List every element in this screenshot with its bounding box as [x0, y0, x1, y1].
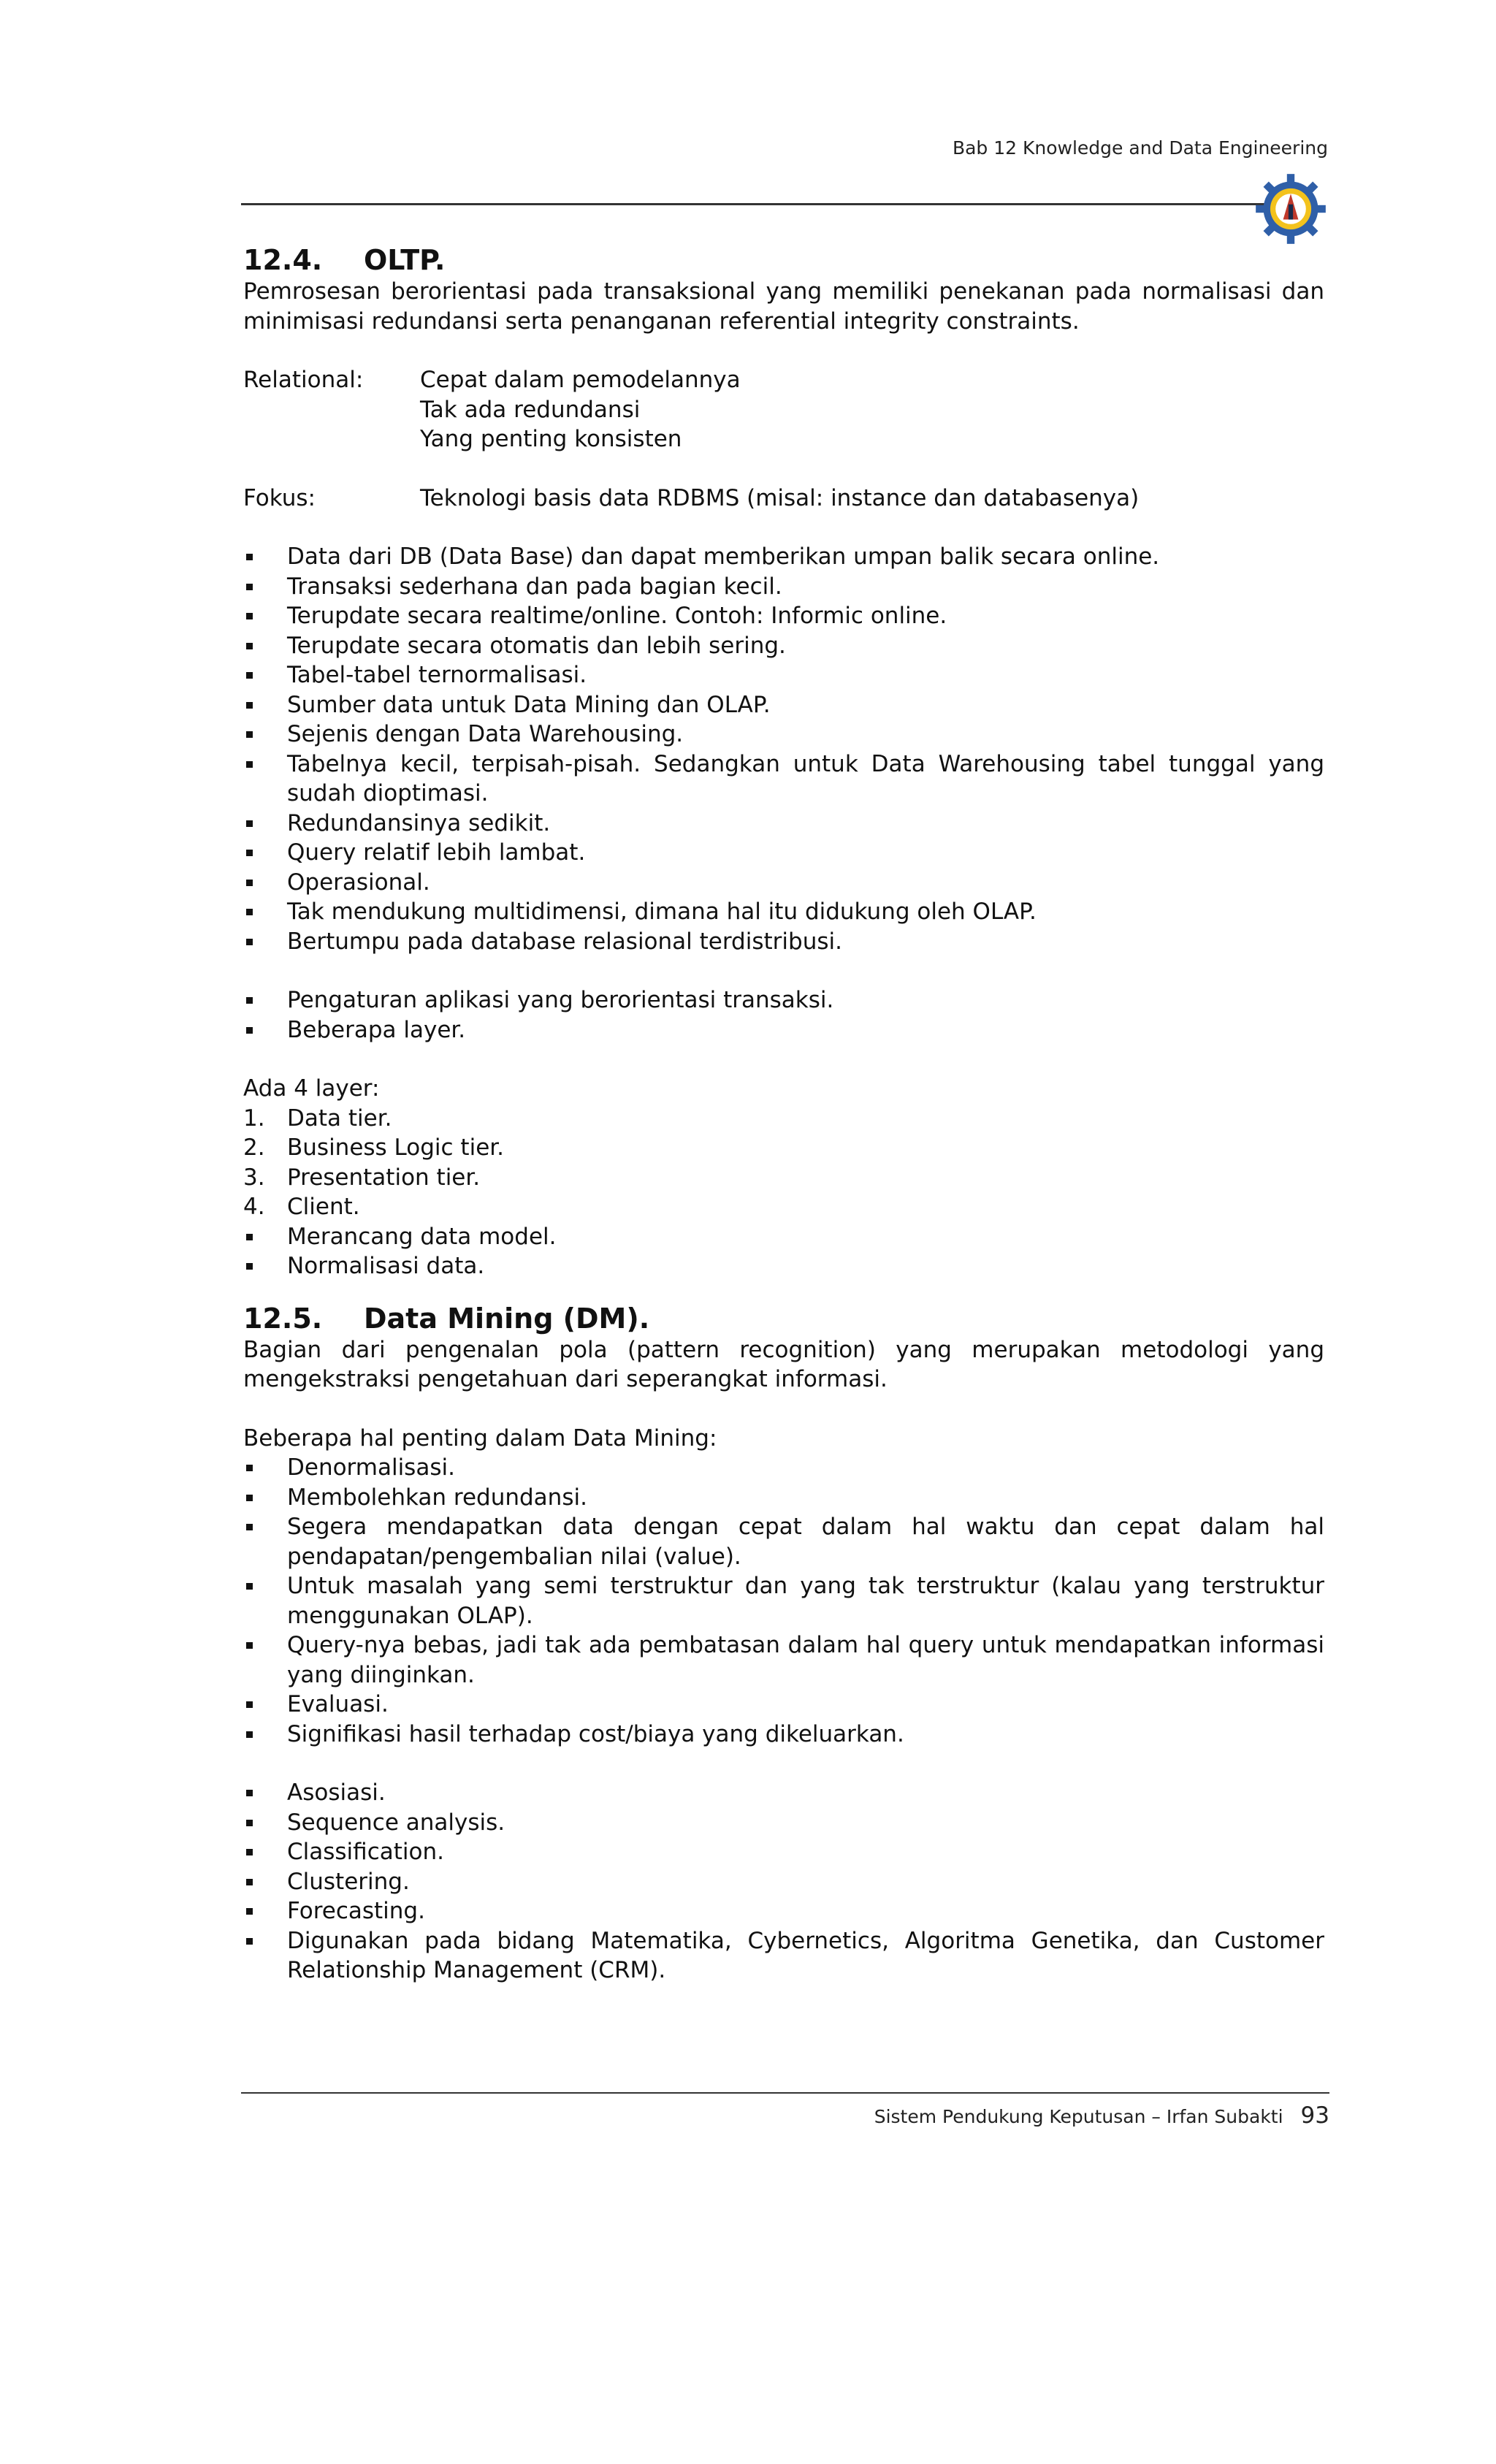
definition-relational [243, 365, 1324, 454]
oltp-design-list [243, 1222, 1324, 1281]
oltp-application-list [243, 985, 1324, 1045]
list-item: Asosiasi. [243, 1778, 1324, 1808]
dm-list-intro: Beberapa hal penting dalam Data Mining: [243, 1424, 717, 1452]
list-item: Segera mendapatkan data dengan cepat dalam hal waktu dan cepat dalam hal pendapatan/pengembalian nilai (value). [243, 1512, 1324, 1571]
list-item: Sejenis dengan Data Warehousing. [243, 720, 1324, 750]
list-item: Terupdate secara otomatis dan lebih sering. [243, 631, 1324, 661]
list-item: Sumber data untuk Data Mining dan OLAP. [243, 690, 1324, 720]
dm-techniques-list [243, 1778, 1324, 1986]
running-header: Bab 12 Knowledge and Data Engineering [952, 137, 1328, 159]
section-title: Data Mining (DM). [364, 1302, 650, 1335]
list-item: Tabelnya kecil, terpisah-pisah. Sedangkan untuk Data Warehousing tabel tunggal yang sudah dioptimasi. [243, 750, 1324, 809]
definition-term: Fokus: [243, 484, 316, 511]
list-item: Normalisasi data. [243, 1251, 1324, 1281]
section-title: OLTP. [364, 244, 446, 276]
list-item: Beberapa layer. [243, 1015, 1324, 1045]
definition-line: Cepat dalam pemodelannya [420, 367, 741, 393]
definition-fokus [243, 484, 1324, 514]
list-item: Query-nya bebas, jadi tak ada pembatasan dalam hal query untuk mendapatkan informasi yang diinginkan. [243, 1630, 1324, 1690]
footer-rule [241, 2092, 1329, 2094]
list-item: Signifikasi hasil terhadap cost/biaya yang dikeluarkan. [243, 1720, 1324, 1750]
section-number: 12.4. [243, 244, 323, 276]
definition-line: Yang penting konsisten [420, 426, 682, 452]
header-rule [241, 203, 1278, 205]
list-item: Tabel-tabel ternormalisasi. [243, 660, 1324, 690]
list-item: Bertumpu pada database relasional terdistribusi. [243, 927, 1324, 957]
list-item: Sequence analysis. [243, 1808, 1324, 1838]
section-heading-oltp [243, 243, 1324, 277]
list-item: Merancang data model. [243, 1222, 1324, 1252]
list-item: Classification. [243, 1837, 1324, 1867]
definition-values [420, 365, 741, 454]
oltp-characteristics-list [243, 542, 1324, 956]
list-item: Data dari DB (Data Base) dan dapat memberikan umpan balik secara online. [243, 542, 1324, 572]
definition-line: Tak ada redundansi [420, 396, 641, 423]
numbered-item: 2. Business Logic tier. [243, 1134, 505, 1161]
definition-value: Teknologi basis data RDBMS (misal: instance dan databasenya) [420, 484, 1140, 511]
layers-intro: Ada 4 layer: [243, 1075, 380, 1102]
section-heading-data-mining [243, 1302, 1324, 1335]
list-item: Operasional. [243, 868, 1324, 898]
section-number: 12.5. [243, 1302, 323, 1335]
definition-term: Relational: [243, 367, 364, 393]
list-item: Tak mendukung multidimensi, dimana hal itu didukung oleh OLAP. [243, 897, 1324, 927]
list-item: Pengaturan aplikasi yang berorientasi transaksi. [243, 985, 1324, 1015]
list-item: Query relatif lebih lambat. [243, 838, 1324, 868]
page-footer [874, 2102, 1329, 2129]
footer-text: Sistem Pendukung Keputusan – Irfan Subakti [874, 2106, 1283, 2127]
list-item: Forecasting. [243, 1896, 1324, 1926]
list-item: Clustering. [243, 1867, 1324, 1897]
numbered-item: 3. Presentation tier. [243, 1164, 481, 1191]
university-gear-logo-icon [1253, 171, 1329, 247]
dm-intro-paragraph: Bagian dari pengenalan pola (pattern recognition) yang merupakan metodologi yang mengekstraksi pengetahuan dari seperangkat informasi. [243, 1336, 1324, 1392]
layers-list [243, 1104, 1324, 1222]
list-item: Denormalisasi. [243, 1453, 1324, 1483]
list-item: Evaluasi. [243, 1690, 1324, 1720]
numbered-item: 1. Data tier. [243, 1105, 392, 1132]
numbered-item: 4. Client. [243, 1194, 360, 1220]
list-item: Membolehkan redundansi. [243, 1483, 1324, 1513]
page-number: 93 [1300, 2102, 1329, 2129]
list-item: Untuk masalah yang semi terstruktur dan yang tak terstruktur (kalau yang terstruktur menggunakan OLAP). [243, 1571, 1324, 1630]
main-content [243, 243, 1324, 1986]
list-item: Digunakan pada bidang Matematika, Cybernetics, Algoritma Genetika, dan Customer Relationship Management (CRM). [243, 1926, 1324, 1986]
list-item: Transaksi sederhana dan pada bagian kecil. [243, 572, 1324, 602]
list-item: Terupdate secara realtime/online. Contoh: Informic online. [243, 601, 1324, 631]
oltp-intro-paragraph: Pemrosesan berorientasi pada transaksional yang memiliki penekanan pada normalisasi dan minimisasi redundansi serta penanganan referential integrity constraints. [243, 278, 1324, 335]
list-item: Redundansinya sedikit. [243, 809, 1324, 839]
dm-important-list [243, 1453, 1324, 1749]
